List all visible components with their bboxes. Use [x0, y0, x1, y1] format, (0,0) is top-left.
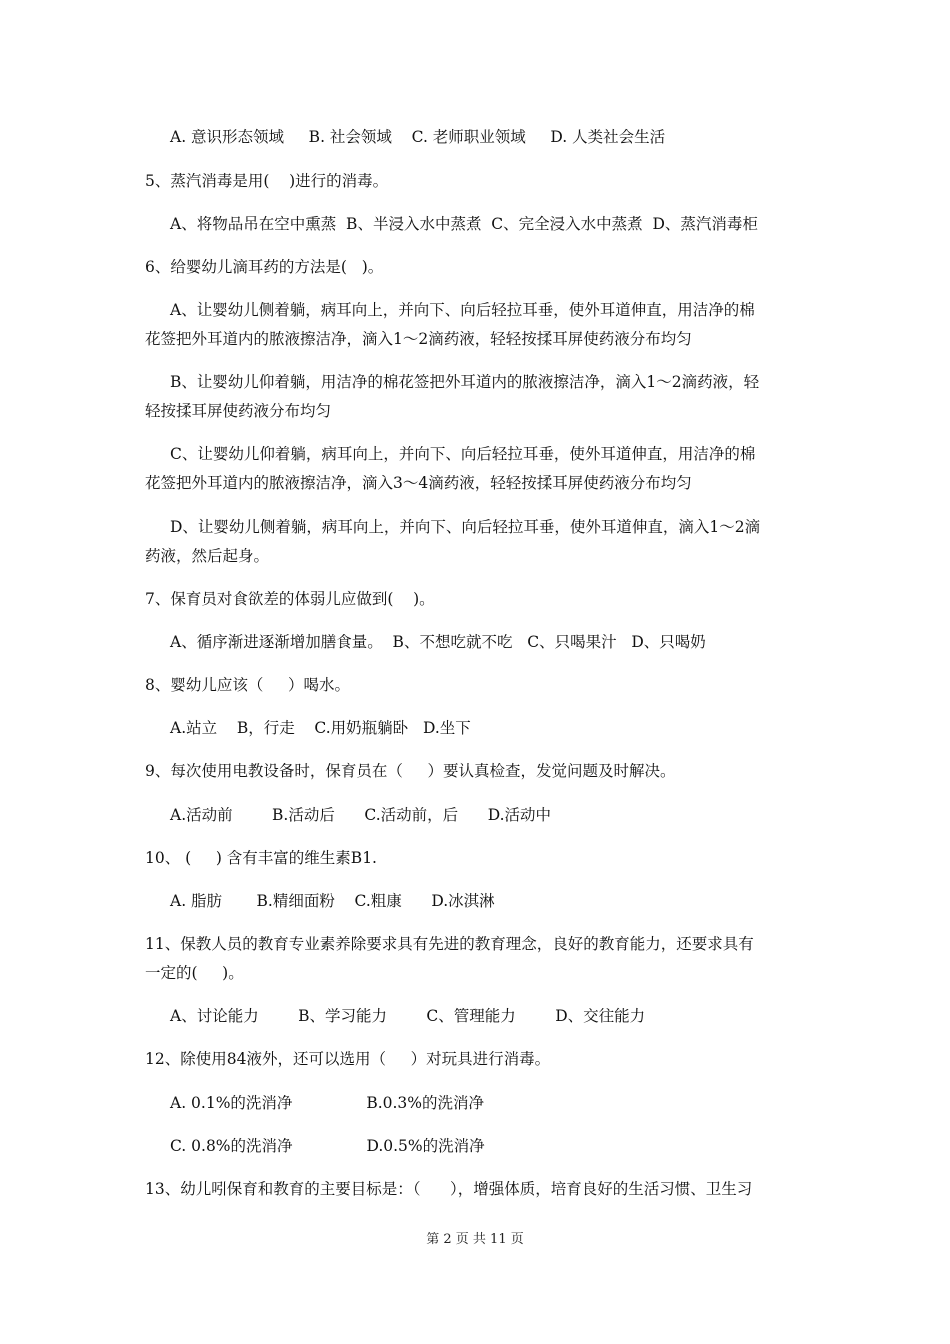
- q6-option-b-line1: B、让婴幼儿仰着躺，用洁净的棉花签把外耳道内的脓液擦洁净，滴入1～2滴药液，轻: [170, 373, 760, 391]
- q6-option-a-line2: 花签把外耳道内的脓液擦洁净，滴入1～2滴药液，轻轻按揉耳屏使药液分布均匀: [145, 330, 692, 348]
- q8-options: A.站立 B，行走 C.用奶瓶躺卧 D.坐下: [170, 719, 471, 737]
- q6-option-c-line2: 花签把外耳道内的脓液擦洁净，滴入3～4滴药液，轻轻按揉耳屏使药液分布均匀: [145, 474, 692, 492]
- q11-question-line2: 一定的( )。: [145, 964, 244, 982]
- q7-options: A、循序渐进逐渐增加膳食量。 B、不想吃就不吃 C、只喝果汁 D、只喝奶: [170, 633, 706, 651]
- q12-question: 12、除使用84液外，还可以选用（ ）对玩具进行消毒。: [145, 1050, 551, 1068]
- q11-options: A、讨论能力 B、学习能力 C、管理能力 D、交往能力: [170, 1007, 646, 1025]
- q6-option-d-line1: D、让婴幼儿侧着躺，病耳向上，并向下、向后轻拉耳垂，使外耳道伸直，滴入1～2滴: [170, 518, 761, 536]
- q10-options: A. 脂肪 B.精细面粉 C.粗康 D.冰淇淋: [170, 892, 495, 910]
- q12-options-cd: C. 0.8%的洗消净 D.0.5%的洗消净: [170, 1137, 485, 1155]
- q8-question: 8、婴幼儿应该（ ）喝水。: [145, 676, 350, 694]
- q6-option-c-line1: C、让婴幼儿仰着躺，病耳向上，并向下、向后轻拉耳垂，使外耳道伸直，用洁净的棉: [170, 445, 756, 463]
- q7-question: 7、保育员对食欲差的体弱儿应做到( )。: [145, 590, 435, 608]
- q13-question: 13、幼儿吲保育和教育的主要目标是：（ ），增强体质，培育良好的生活习惯、卫生习: [145, 1180, 753, 1198]
- q5-question: 5、蒸汽消毒是用( )进行的消毒。: [145, 172, 389, 190]
- q6-option-b-line2: 轻按揉耳屏使药液分布均匀: [145, 402, 332, 420]
- q12-options-ab: A. 0.1%的洗消净 B.0.3%的洗消净: [170, 1094, 485, 1112]
- q6-question: 6、给婴幼儿滴耳药的方法是( )。: [145, 258, 384, 276]
- q10-question: 10、 ( ) 含有丰富的维生素B1.: [145, 849, 377, 867]
- q11-question-line1: 11、保教人员的教育专业素养除要求具有先进的教育理念，良好的教育能力，还要求具有: [145, 935, 754, 953]
- q9-question: 9、每次使用电教设备时，保育员在（ ）要认真检查，发觉问题及时解决。: [145, 762, 676, 780]
- q6-option-d-line2: 药液，然后起身。: [145, 547, 270, 565]
- q6-option-a-line1: A、让婴幼儿侧着躺，病耳向上，并向下、向后轻拉耳垂，使外耳道伸直，用洁净的棉: [170, 301, 755, 319]
- q4-options: A. 意识形态领域 B. 社会领域 C. 老师职业领域 D. 人类社会生活: [170, 128, 666, 146]
- page-footer: 第 2 页 共 11 页: [426, 1232, 524, 1247]
- q9-options: A.活动前 B.活动后 C.活动前，后 D.活动中: [170, 806, 552, 824]
- q5-options: A、将物品吊在空中熏蒸 B、半浸入水中蒸煮 C、完全浸入水中蒸煮 D、蒸汽消毒柜: [170, 215, 758, 233]
